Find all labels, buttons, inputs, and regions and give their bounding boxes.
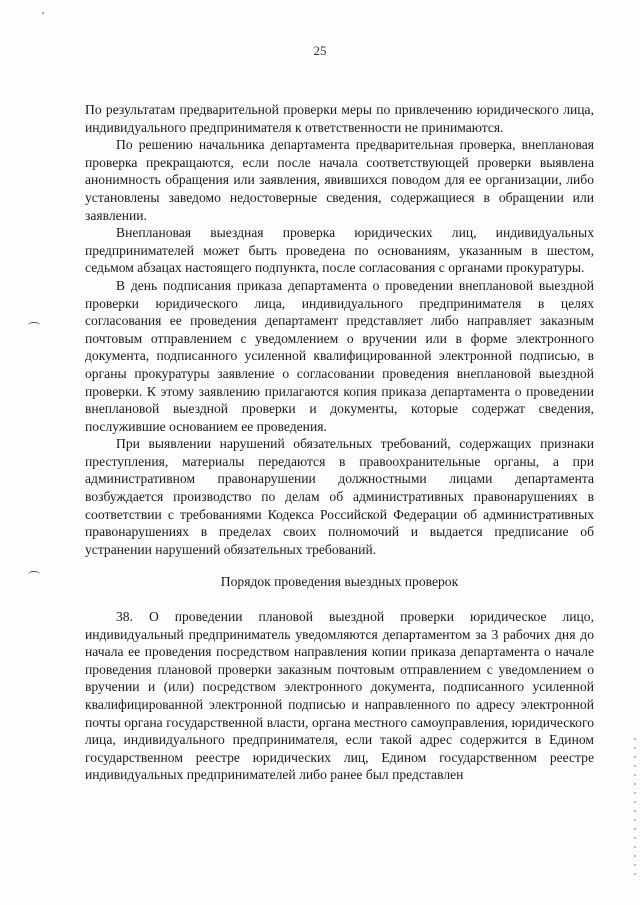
paragraph: При выявлении нарушений обязательных требований, содержащих признаки преступления, материалы передаются в правоохранительные органы, а при административном правонарушении должностными лицами департамента возбуждается производство по делам об административных правонарушениях в соответствии с требованиями Кодекса Российской Федерации об административных правонарушениях в пределах своих полномочий и выдается предписание об устранении нарушений обязательных требований. — [85, 436, 594, 557]
page-number: 25 — [313, 43, 327, 58]
document-body — [85, 101, 594, 784]
paragraph: Внеплановая выездная проверка юридических лиц, индивидуальных предпринимателей может быть проведена по основаниям, указанным в шестом, седьмом абзацах настоящего подпункта, после согласования с органами прокуратуры. — [85, 225, 594, 276]
margin-hole-mark — [28, 571, 40, 577]
paragraph: По результатам предварительной проверки меры по привлечению юридического лица, индивидуального предпринимателя к ответственности не принимаются. — [85, 102, 594, 135]
section-heading: Порядок проведения выездных проверок — [220, 574, 459, 590]
paragraph: В день подписания приказа департамента о проведении внеплановой выездной проверки юридического лица, индивидуального предпринимателя в целях согласования ее проведения департамент представляет либо направляет заказным почтовым отправлением с уведомлением о вручении или в форме электронного документа, подписанного усиленной квалифицированной электронной подписью, в органы прокуратуры заявление о согласовании проведения внеплановой выездной проверки. К этому заявлению прилагаются копия приказа департамента о проведении внеплановой выездной проверки и документы, которые содержат сведения, послужившие основанием ее проведения. — [85, 277, 594, 434]
scan-edge-dots — [634, 738, 636, 878]
margin-hole-mark — [28, 322, 40, 328]
paragraph: По решению начальника департамента предварительная проверка, внеплановая проверка прекращаются, если после начала соответствующей проверки выявлена анонимность обращения или заявления, явившихся поводом для ее организации, либо установлены заведомо недостоверные сведения, содержащиеся в обращении или заявлении. — [85, 137, 594, 223]
scan-speck — [42, 12, 44, 14]
paragraph: 38. О проведении плановой выездной проверки юридическое лицо, индивидуальный предприниматель уведомляются департаментом за 3 рабочих дня до начала ее проведения посредством направления копии приказа департамента о начале проведения плановой проверки заказным почтовым отправлением с уведомлением о вручении и (или) посредством электронного документа, подписанного усиленной квалифицированной электронной подписью и направленного по адресу электронной почты органа государственной власти, органа местного самоуправления, юридического лица, индивидуального предпринимателя, если такой адрес содержится в Едином государственном реестре юридических лиц, Едином государственном реестре индивидуальных предпринимателей либо ранее был представлен — [85, 609, 594, 783]
